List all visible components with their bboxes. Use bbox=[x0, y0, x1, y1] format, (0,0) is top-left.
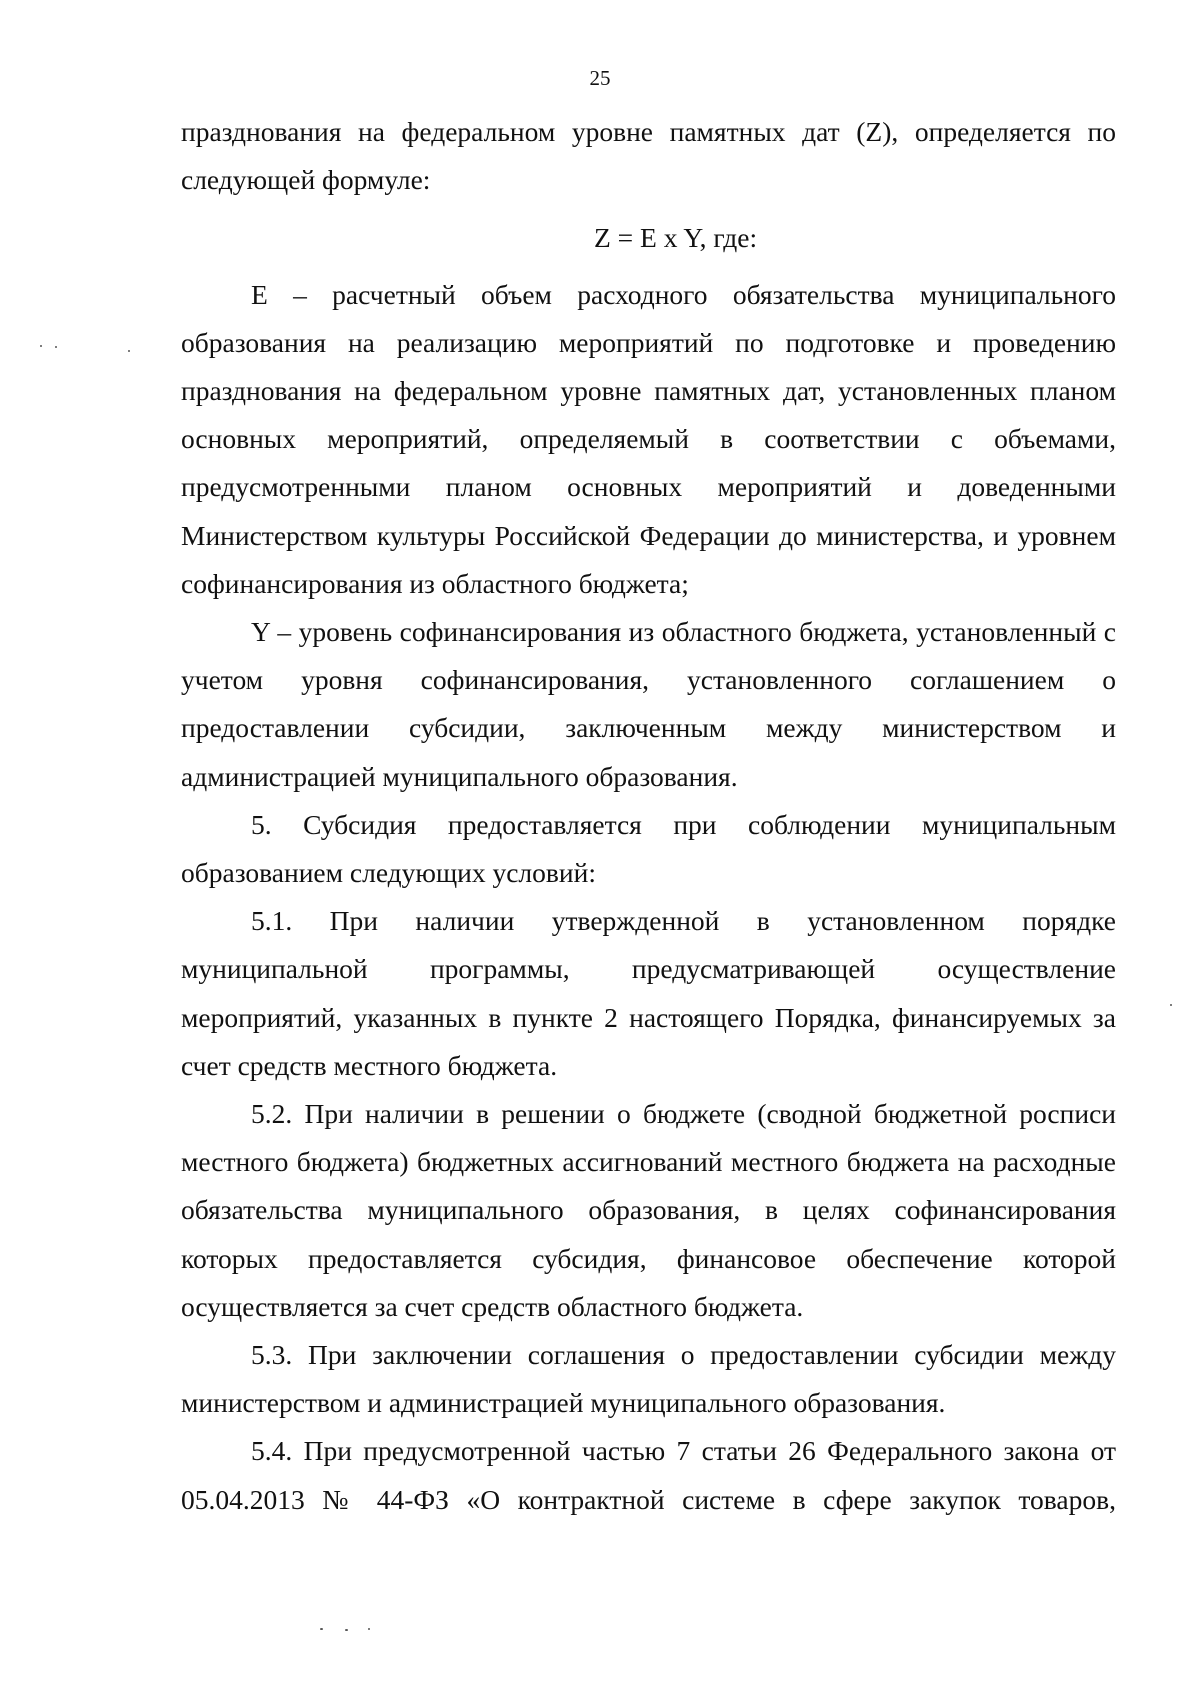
scan-speck bbox=[128, 350, 130, 352]
scan-speck bbox=[345, 1629, 348, 1631]
paragraph-intro: празднования на федеральном уровне памятных дат (Z), определяется по следующей формуле: bbox=[181, 116, 1116, 196]
paragraph-5-3: 5.3. При заключении соглашения о предоставлении субсидии между министерством и администрацией муниципального образования. bbox=[181, 1339, 1116, 1419]
scan-speck bbox=[320, 1628, 323, 1630]
document-body bbox=[181, 108, 1116, 1524]
scan-speck bbox=[55, 346, 57, 348]
formula: Z = E x Y, где: bbox=[594, 222, 758, 254]
paragraph-5: 5. Субсидия предоставляется при соблюдении муниципальным образованием следующих условий: bbox=[181, 808, 1116, 889]
page-number: 25 bbox=[589, 66, 611, 90]
scan-speck bbox=[1170, 1004, 1172, 1006]
paragraph-e-definition: Е – расчетный объем расходного обязательства муниципального образования на реализацию мероприятий по подготовке и проведению празднования на федеральном уровне памятных дат, установленных планом основных мероприятий, определяемый в соответствии с объемами, предусмотренными планом основных мероприятий и доведенными Министерством культуры Российской Федерации до министерства, и уровнем софинансирования из областного бюджета; bbox=[181, 278, 1116, 599]
paragraph-5-4: 5.4. При предусмотренной частью 7 статьи 26 Федерального закона от 05.04.2013 № 44-ФЗ «О контрактной системе в сфере закупок товаров, bbox=[181, 1435, 1116, 1515]
paragraph-5-2: 5.2. При наличии в решении о бюджете (сводной бюджетной росписи местного бюджета) бюджетных ассигнований местного бюджета на расходные обязательства муниципального образования, в целях софинансирования которых предоставляется субсидия, финансовое обеспечение которой осуществляется за счет средств областного бюджета. bbox=[181, 1098, 1116, 1322]
paragraph-y-definition: Y – уровень софинансирования из областного бюджета, установленный с учетом уровня софинансирования, установленного соглашением о предоставлении субсидии, заключенным между министерством и администрацией муниципального образования. bbox=[181, 616, 1116, 792]
scan-speck bbox=[40, 345, 42, 347]
scan-speck bbox=[368, 1628, 370, 1630]
paragraph-5-1: 5.1. При наличии утвержденной в установленном порядке муниципальной программы, предусматривающей осуществление мероприятий, указанных в пункте 2 настоящего Порядка, финансируемых за счет средств местного бюджета. bbox=[181, 905, 1116, 1081]
